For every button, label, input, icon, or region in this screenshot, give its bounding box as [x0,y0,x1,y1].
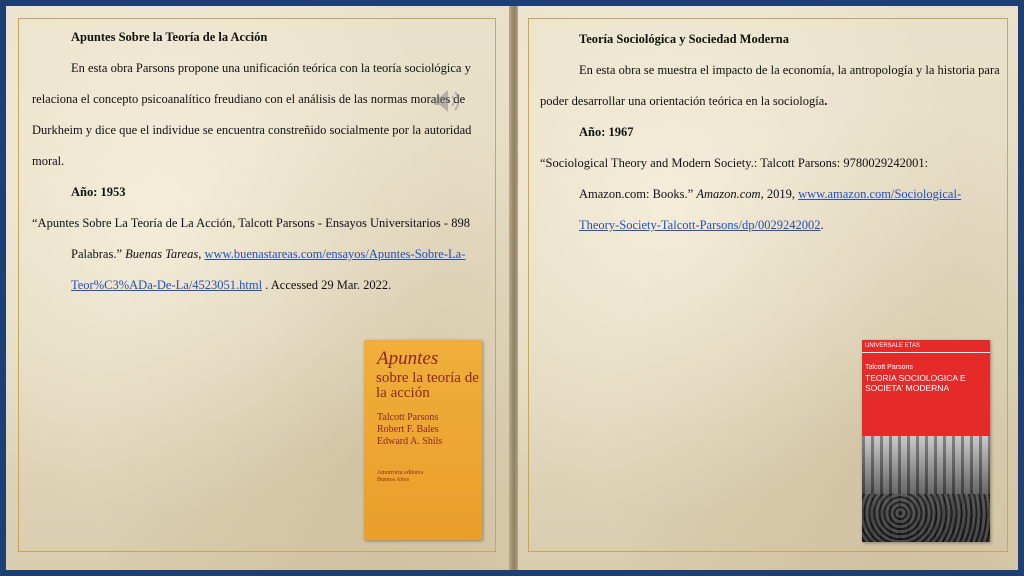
cover-author: Talcott Parsons [377,412,439,423]
cover-author: Robert F. Bales [377,424,439,435]
left-citation-sep: , [198,247,205,261]
cover-photo [862,436,990,542]
right-text-block [540,24,1000,241]
right-description-end: . [824,94,828,108]
right-description [540,55,1000,117]
right-citation [540,148,1000,241]
book-cover-teoria [862,340,990,542]
right-citation-source: Amazon.com [696,187,761,201]
left-citation-link[interactable]: www.buenastareas.com/ensayos/Apuntes-Sobre-La-Teor%C3%ADa-De-La/4523051.html [71,247,466,292]
left-citation-text: “Apuntes Sobre La Teoría de La Acción, Talcott Parsons - Ensayos Universitarios - 898 Palabras.” [32,216,470,261]
cover-subtitle: sobre la teoría de la acción [376,370,479,401]
cover-publisher-city: Buenos Aires [377,477,410,483]
left-citation-source: Buenas Tareas [125,247,199,261]
left-page [6,6,510,570]
cover-publisher [377,470,423,484]
cover-publisher-name: Amorrortu editores [377,470,424,476]
cover-author: Talcott Parsons [865,364,913,371]
left-year: Año: 1953 [71,185,126,199]
right-year: Año: 1967 [579,125,634,139]
book-cover-apuntes [364,340,482,540]
cover-authors [377,412,442,448]
right-citation-link[interactable]: www.amazon.com/Sociological-Theory-Society-Talcott-Parsons/dp/0029242002 [579,187,962,232]
left-description: En esta obra Parsons propone una unificación teórica con la teoría sociológica y relaciona el concepto psicoanalítico freudiano con el análisis de las normas morales de Durkheim y dice que el individue se encuentra constreñido socialmente por la autoridad moral. [32,61,472,168]
cover-author: Edward A. Shils [377,436,443,447]
cover-title: TEORIA SOCIOLOGICA E SOCIETA' MODERNA [865,373,966,393]
cover-title-apuntes: Apuntes [377,348,439,369]
left-title: Apuntes Sobre la Teoría de la Acción [71,30,268,44]
right-description-text: En esta obra se muestra el impacto de la economía, la antropología y la historia para poder desarrollar una orientación teórica en la sociología [540,63,1000,108]
cover-series: UNIVERSALE ETAS [862,340,990,353]
right-page [518,6,1018,570]
right-citation-text: “Sociological Theory and Modern Society.: Talcott Parsons: 9780029242001: Amazon.com: Books.” [540,156,929,201]
speaker-icon[interactable] [431,86,463,116]
left-citation-end: . Accessed 29 Mar. 2022. [262,278,392,292]
right-citation-end: . [820,218,824,232]
left-citation [32,208,494,301]
book-spread [6,6,1018,570]
left-text-block [32,22,494,301]
right-title: Teoría Sociológica y Sociedad Moderna [579,32,789,46]
right-citation-mid: , 2019, [760,187,799,201]
